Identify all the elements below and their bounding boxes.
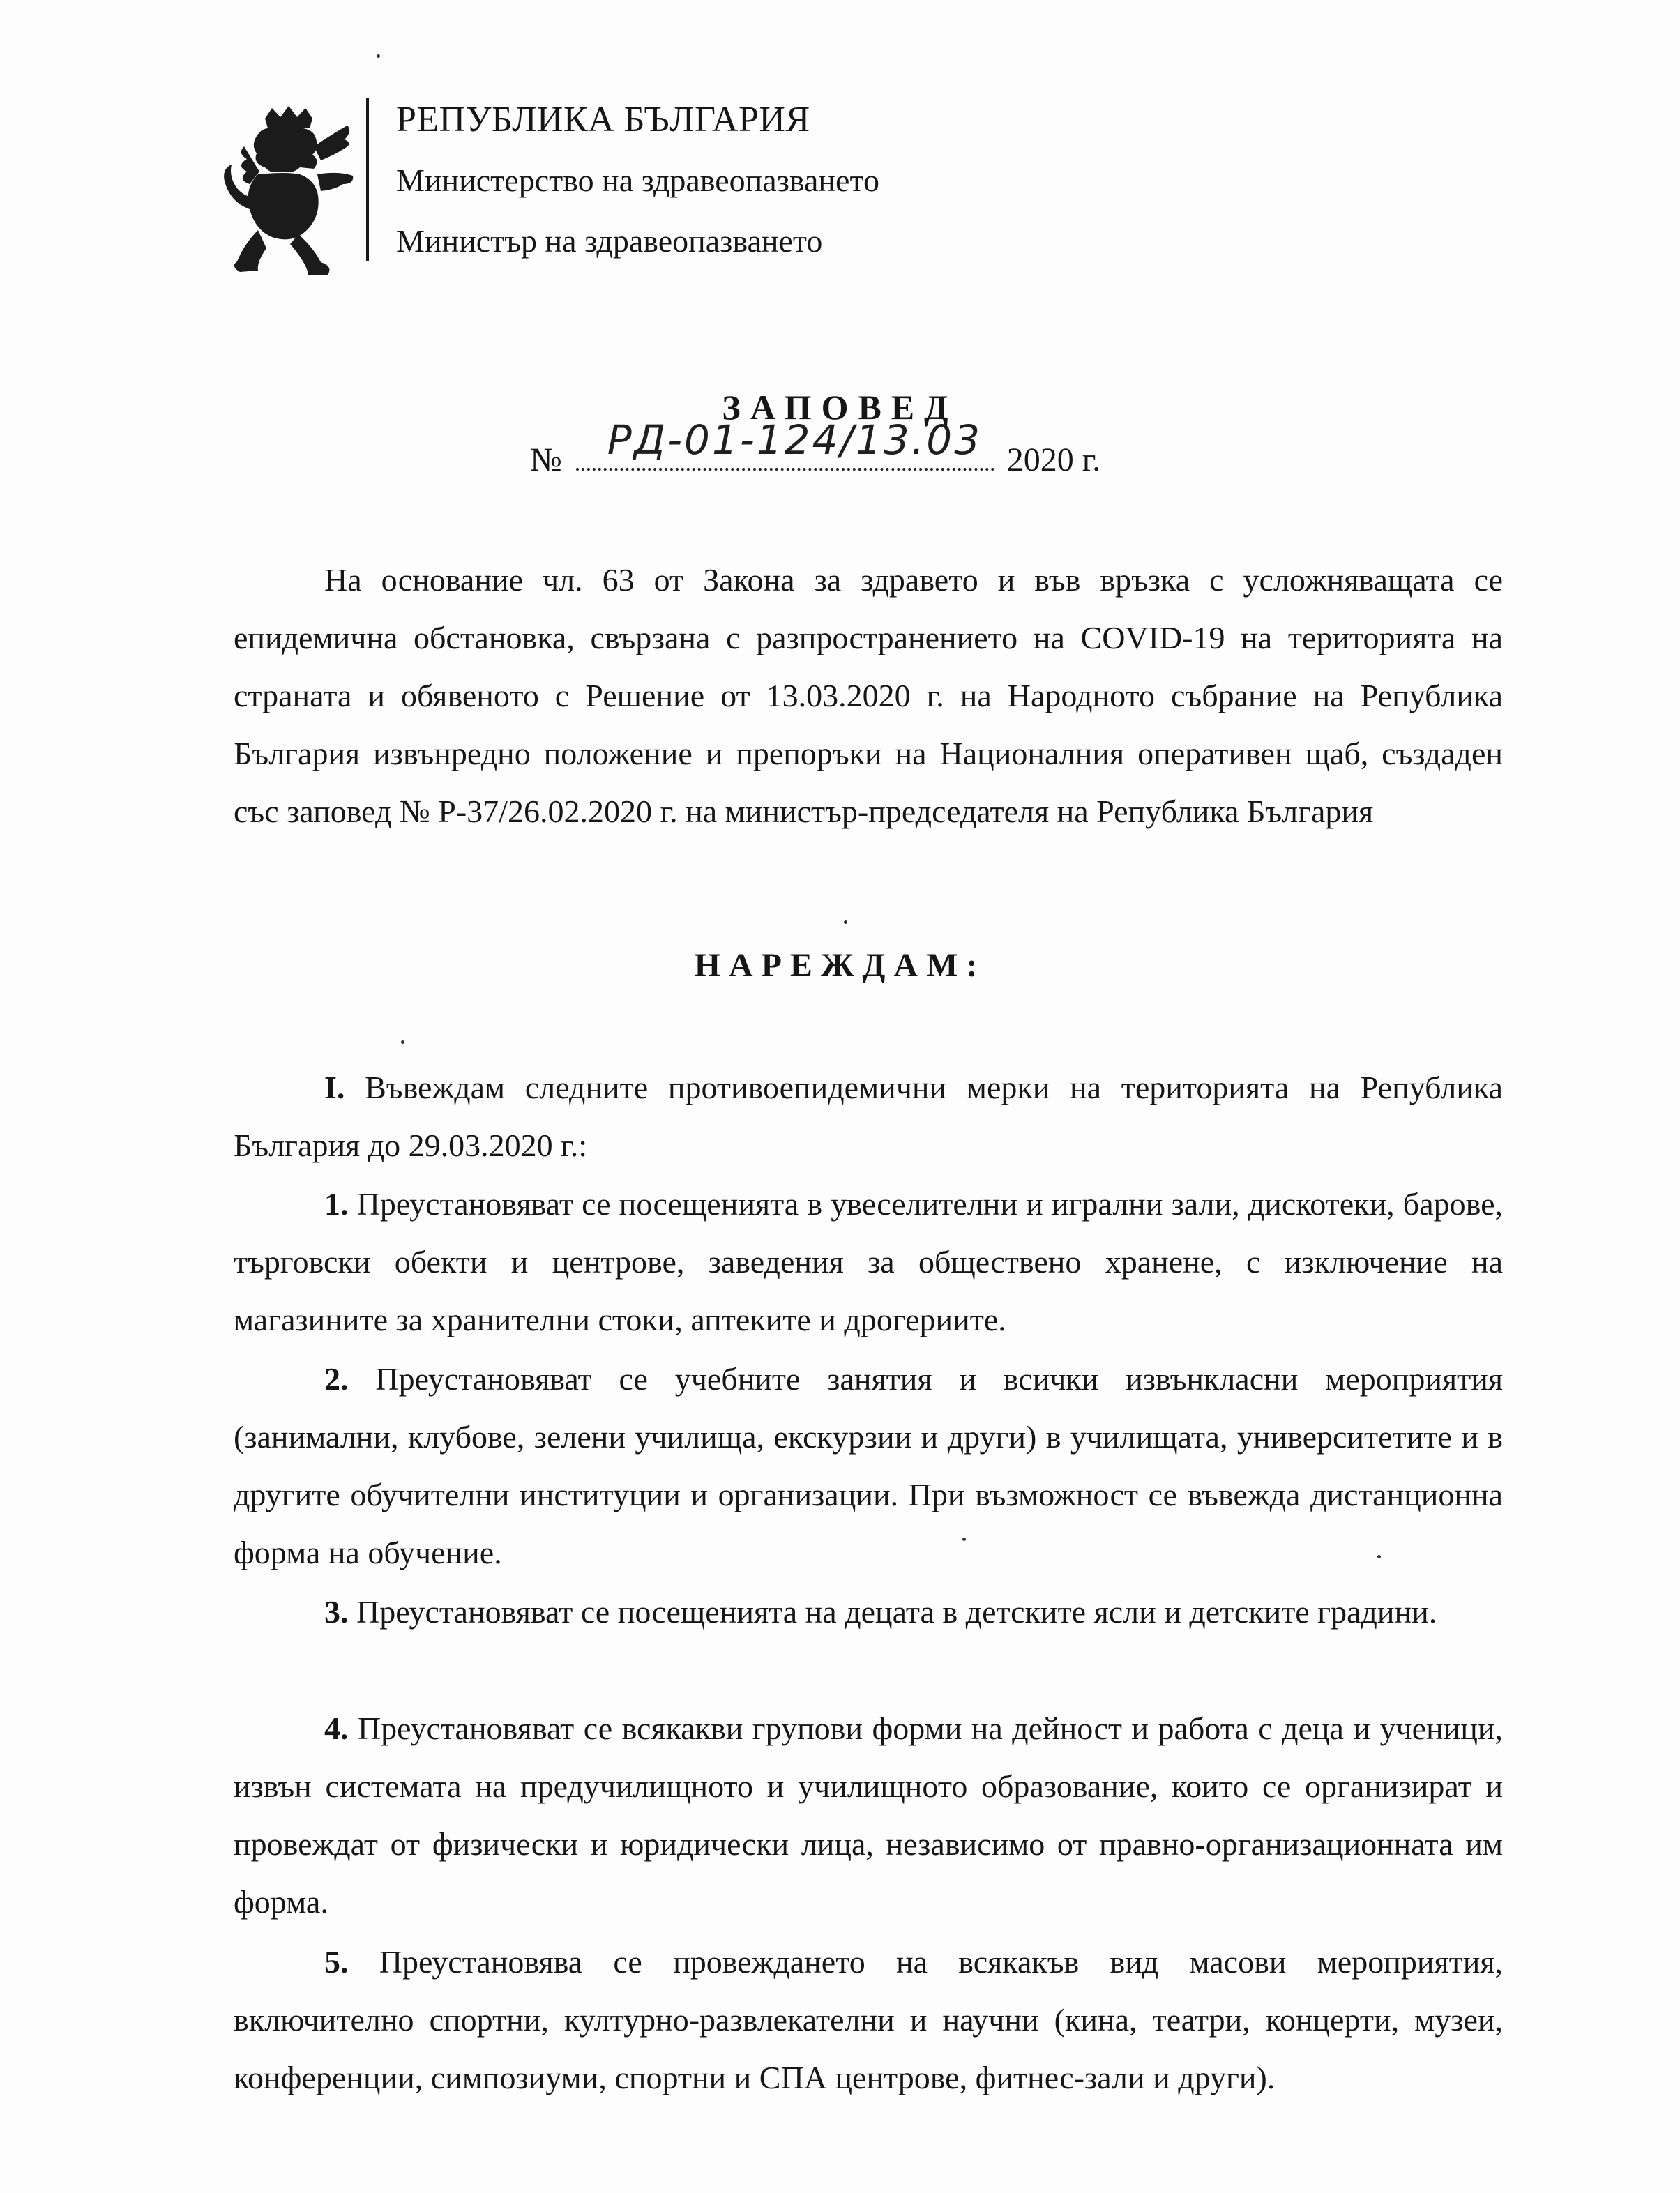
- minister-title: Министър на здравеопазването: [396, 223, 823, 259]
- scan-speck: [401, 1040, 404, 1044]
- decree-heading: НАРЕЖДАМ:: [694, 947, 986, 984]
- order-number-line: [530, 416, 1101, 479]
- section-i-paragraph: [234, 1058, 1503, 1174]
- ministry-name: Министерство на здравеопазването: [396, 162, 879, 198]
- header-divider: [366, 98, 369, 261]
- item-number: 4.: [324, 1710, 349, 1746]
- list-item: [234, 1583, 1503, 1641]
- lion-crest-icon: [216, 105, 363, 279]
- item-text: Преустановяват се всякакви групови форми на дейност и работа с деца и ученици, извън системата на предучилищното и училищното образование, които се организират и провеждат от физически и юридически лица, независимо от правно-организационната им форма.: [234, 1710, 1504, 1920]
- item-text: Преустановява се провеждането на всякакъв вид масови мероприятия, включително спортни, културно-развлекателни и научни (кина, театри, концерти, музеи, конференции, симпозиуми, спортни и СПА центрове, фитнес-зали и други).: [234, 1944, 1503, 2095]
- scan-speck: [1377, 1555, 1381, 1558]
- list-item: [234, 1175, 1503, 1349]
- preamble-text: На основание чл. 63 от Закона за здравето и във връзка с усложняващата се епидемична обстановка, свързана с разпространението на COVID-19 на територията на страната и обявеното с Решение от 13.03.2020 г. на Народното събрание на Република България извънредно положение и препоръки на Националния оперативен щаб, създаден със заповед № Р-37/26.02.2020 г. на министър-председателя на Република България: [234, 562, 1503, 829]
- item-text: Преустановяват се посещенията на децата в детските ясли и детските градини.: [356, 1594, 1437, 1630]
- item-number: 2.: [324, 1361, 349, 1397]
- preamble-paragraph: [234, 551, 1503, 840]
- number-dotted-field: [576, 416, 994, 471]
- list-item: [234, 1933, 1503, 2107]
- handwritten-order-number: РД-01-124/13.03: [607, 416, 983, 464]
- document-title: ЗАПОВЕД: [722, 388, 958, 427]
- item-text: Преустановяват се учебните занятия и всички извънкласни мероприятия (занимални, клубове, зелени училища, екскурзии и други) в училищата, университетите и в другите обучителни институции и организации. При възможност се въвежда дистанционна форма на обучение.: [234, 1361, 1503, 1570]
- republic-name: РЕПУБЛИКА БЪЛГАРИЯ: [396, 100, 810, 139]
- letterhead: [396, 99, 879, 281]
- item-number: 5.: [324, 1944, 349, 1980]
- scan-speck: [844, 920, 847, 924]
- item-text: Преустановяват се посещенията в увеселителни и игрални зали, дискотеки, барове, търговски обекти и центрове, заведения за обществено хранене, с изключение на магазините за хранителни стоки, аптеките и дрогериите.: [234, 1186, 1503, 1337]
- item-number: 1.: [324, 1186, 349, 1222]
- item-number: 3.: [324, 1594, 349, 1630]
- scan-speck: [962, 1538, 966, 1541]
- list-item: [234, 1699, 1503, 1931]
- section-text: Въвеждам следните противоепидемични мерки на територията на Република България до 29.03.2020 г.:: [234, 1070, 1503, 1163]
- order-year: 2020 г.: [1006, 441, 1101, 478]
- list-item: [234, 1350, 1503, 1581]
- section-number: I.: [324, 1070, 345, 1105]
- scan-speck: [377, 54, 380, 58]
- number-sign: №: [530, 441, 562, 478]
